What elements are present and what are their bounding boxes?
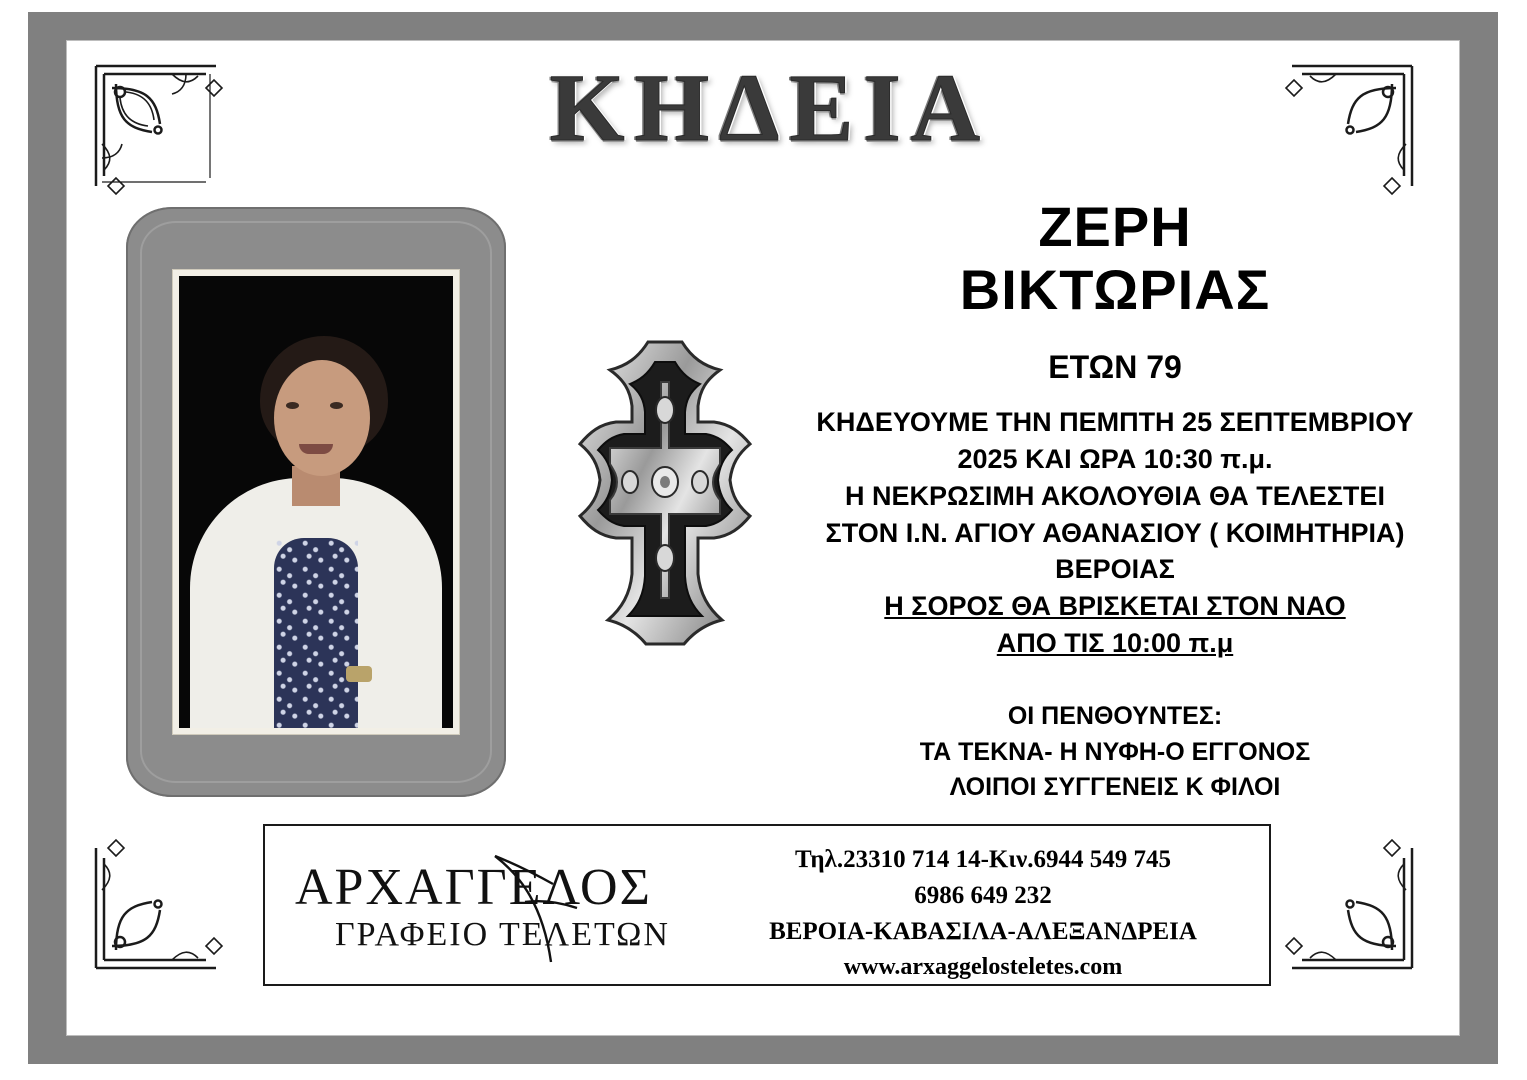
announcement-text-column bbox=[790, 196, 1440, 806]
funeral-home-contact bbox=[705, 842, 1261, 985]
corner-ornament-icon bbox=[1282, 836, 1422, 976]
corner-ornament-icon bbox=[86, 58, 226, 198]
contact-phone-1: Τηλ.23310 714 14-Κιν.6944 549 745 bbox=[794, 846, 1172, 873]
detail-line-3: Η ΝΕΚΡΩΣΙΜΗ ΑΚΟΛΟΥΘΙΑ ΘΑ ΤΕΛΕΣΤΕΙ bbox=[845, 480, 1385, 511]
detail-line-5: ΒΕΡΟΙΑΣ bbox=[1055, 554, 1175, 585]
portrait-photo bbox=[179, 276, 453, 728]
deceased-surname: ΖΕΡΗ bbox=[1038, 195, 1192, 258]
cross-icon bbox=[560, 336, 770, 646]
corner-ornament-icon bbox=[1282, 58, 1422, 198]
archangel-wing-icon bbox=[481, 850, 601, 968]
corner-ornament-icon bbox=[86, 836, 226, 976]
detail-line-1: ΚΗΔΕΥΟΥΜΕ ΤΗΝ ΠΕΜΠΤΗ 25 ΣΕΠΤΕΜΒΡΙΟΥ bbox=[816, 407, 1414, 438]
detail-line-2: 2025 ΚΑΙ ΩΡΑ 10:30 π.μ. bbox=[957, 444, 1273, 475]
funeral-home-logo bbox=[285, 840, 705, 970]
funeral-home-box bbox=[263, 824, 1271, 986]
detail-line-4: ΣΤΟΝ Ι.Ν. ΑΓΙΟΥ ΑΘΑΝΑΣΙΟΥ ( ΚΟΙΜΗΤΗΡΙΑ) bbox=[825, 517, 1405, 548]
mourners-section bbox=[790, 699, 1440, 806]
funeral-details bbox=[790, 404, 1440, 661]
funeral-home-name: ΑΡΧΑΓΓΕΛΟΣ bbox=[295, 859, 652, 916]
portrait-mat bbox=[173, 270, 459, 734]
contact-locations: ΒΕΡΟΙΑ-ΚΑΒΑΣΙΛΑ-ΑΛΕΞΑΝΔΡΕΙΑ bbox=[769, 918, 1197, 945]
portrait-frame bbox=[126, 207, 506, 797]
deceased-firstname: ΒΙΚΤΩΡΙΑΣ bbox=[959, 257, 1271, 321]
contact-website[interactable]: www.arxaggelosteletes.com bbox=[843, 954, 1123, 980]
funeral-home-subtitle: ΓΡΑΦΕΙΟ ΤΕΛΕΤΩΝ bbox=[335, 916, 670, 953]
mourners-heading: ΟΙ ΠΕΝΘΟΥΝΤΕΣ: bbox=[1007, 702, 1223, 731]
mourners-line-1: ΤΑ ΤΕΚΝΑ- Η ΝΥΦΗ-Ο ΕΓΓΟΝΟΣ bbox=[919, 737, 1311, 766]
deceased-age: ΕΤΩΝ 79 bbox=[1048, 349, 1182, 386]
mourners-line-2: ΛΟΙΠΟΙ ΣΥΓΓΕΝΕΙΣ Κ ΦΙΛΟΙ bbox=[949, 773, 1281, 802]
page-title: ΚΗΔΕΙΑ bbox=[549, 54, 991, 161]
deceased-name bbox=[790, 196, 1440, 321]
detail-line-6: Η ΣΟΡΟΣ ΘΑ ΒΡΙΣΚΕΤΑΙ ΣΤΟΝ ΝΑΟ bbox=[884, 591, 1346, 622]
contact-phone-2: 6986 649 232 bbox=[914, 882, 1052, 909]
detail-line-7: ΑΠΟ ΤΙΣ 10:00 π.μ bbox=[996, 627, 1234, 658]
